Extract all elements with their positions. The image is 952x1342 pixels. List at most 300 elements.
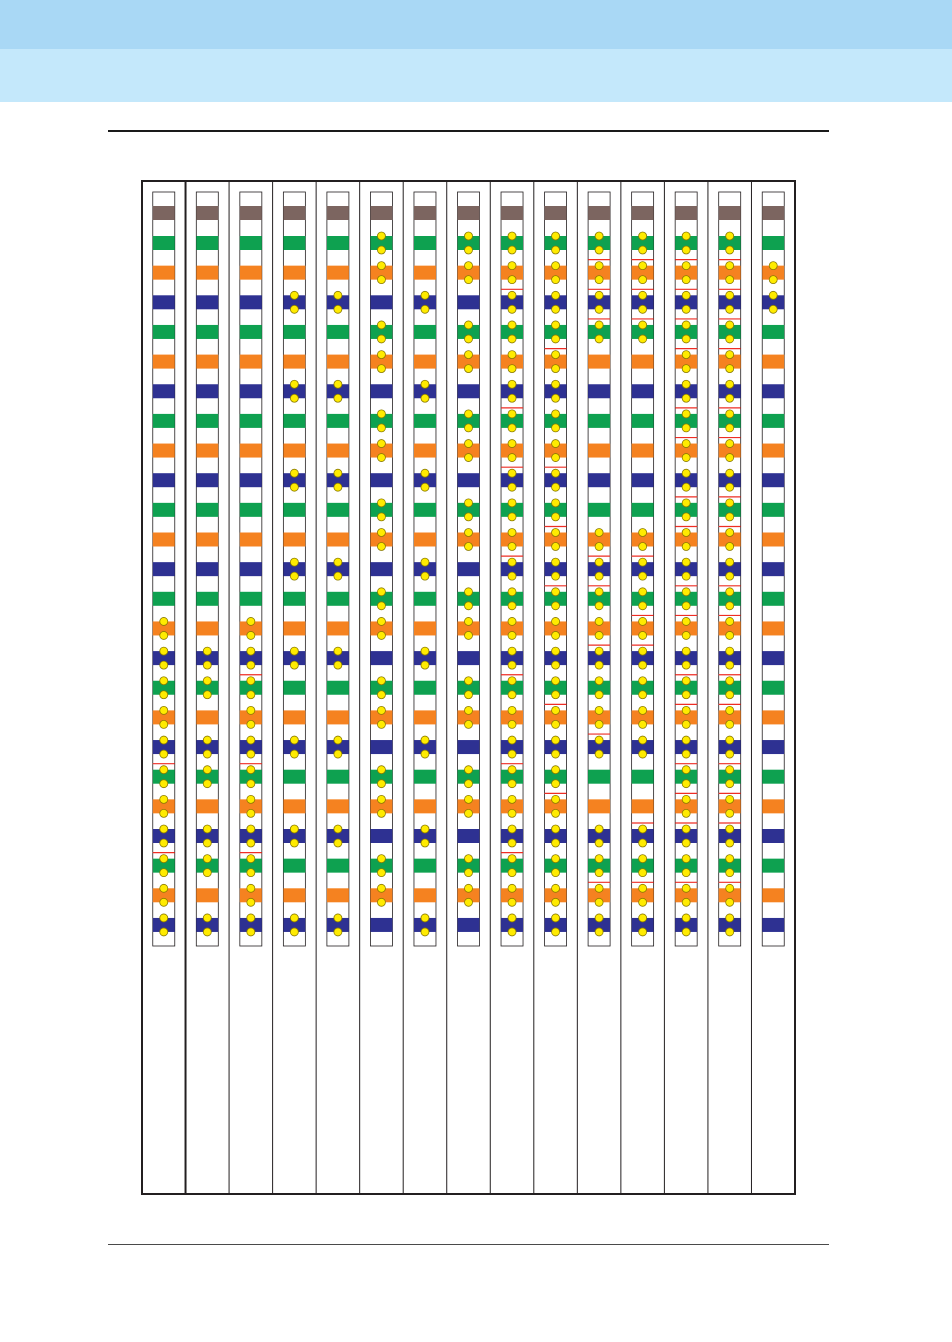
marker-dot: [595, 647, 603, 655]
marker-dot: [639, 884, 647, 892]
band-green: [762, 325, 784, 339]
marker-dot: [290, 750, 298, 758]
marker-dot: [508, 335, 516, 343]
marker-dot: [682, 380, 690, 388]
marker-dot: [465, 513, 473, 521]
band-blue: [370, 829, 392, 843]
marker-dot: [334, 469, 342, 477]
marker-dot: [682, 529, 690, 537]
marker-dot: [334, 928, 342, 936]
marker-dot: [377, 869, 385, 877]
marker-dot: [290, 558, 298, 566]
marker-dot: [160, 839, 168, 847]
marker-dot: [552, 780, 560, 788]
marker-dot: [552, 410, 560, 418]
marker-dot: [726, 394, 734, 402]
marker-dot: [552, 898, 560, 906]
marker-dot: [465, 454, 473, 462]
marker-dot: [290, 291, 298, 299]
marker-dot: [639, 677, 647, 685]
tube-cap: [370, 206, 392, 220]
band-orange: [327, 621, 349, 635]
band-orange: [632, 444, 654, 458]
marker-dot: [682, 617, 690, 625]
band-orange: [153, 266, 175, 280]
band-green: [588, 414, 610, 428]
band-orange: [196, 888, 218, 902]
band-orange: [327, 799, 349, 813]
marker-dot: [726, 365, 734, 373]
marker-dot: [726, 276, 734, 284]
marker-dot: [552, 839, 560, 847]
marker-dot: [595, 617, 603, 625]
marker-dot: [726, 780, 734, 788]
marker-dot: [682, 928, 690, 936]
marker-dot: [595, 631, 603, 639]
marker-dot: [639, 232, 647, 240]
marker-dot: [552, 661, 560, 669]
marker-dot: [726, 291, 734, 299]
marker-dot: [552, 720, 560, 728]
band-orange: [327, 355, 349, 369]
marker-dot: [377, 602, 385, 610]
marker-dot: [377, 262, 385, 270]
marker-dot: [552, 914, 560, 922]
marker-dot: [595, 291, 603, 299]
marker-dot: [203, 839, 211, 847]
marker-dot: [247, 750, 255, 758]
marker-dot: [552, 884, 560, 892]
marker-dot: [421, 661, 429, 669]
marker-dot: [377, 232, 385, 240]
marker-dot: [334, 380, 342, 388]
marker-dot: [682, 291, 690, 299]
marker-dot: [726, 410, 734, 418]
band-blue: [458, 918, 480, 932]
marker-dot: [465, 262, 473, 270]
tube-cap: [545, 206, 567, 220]
tube-cap: [458, 206, 480, 220]
marker-dot: [290, 914, 298, 922]
marker-dot: [639, 691, 647, 699]
band-blue: [762, 829, 784, 843]
marker-dot: [377, 631, 385, 639]
band-blue: [240, 562, 262, 576]
marker-dot: [552, 276, 560, 284]
marker-dot: [290, 394, 298, 402]
marker-dot: [377, 246, 385, 254]
band-orange: [240, 444, 262, 458]
marker-dot: [726, 454, 734, 462]
marker-dot: [639, 305, 647, 313]
marker-dot: [160, 766, 168, 774]
marker-dot: [421, 469, 429, 477]
marker-dot: [552, 647, 560, 655]
marker-dot: [552, 424, 560, 432]
marker-dot: [508, 380, 516, 388]
marker-dot: [203, 914, 211, 922]
column-4: [283, 192, 305, 946]
band-green: [283, 503, 305, 517]
band-green: [762, 681, 784, 695]
marker-dot: [160, 795, 168, 803]
band-green: [196, 236, 218, 250]
marker-dot: [639, 869, 647, 877]
marker-dot: [247, 720, 255, 728]
columns: [153, 192, 784, 946]
marker-dot: [552, 469, 560, 477]
marker-dot: [377, 677, 385, 685]
marker-dot: [682, 780, 690, 788]
band-blue: [370, 295, 392, 309]
marker-dot: [465, 617, 473, 625]
column-10: [545, 192, 567, 946]
marker-dot: [726, 884, 734, 892]
marker-dot: [508, 736, 516, 744]
marker-dot: [508, 809, 516, 817]
band-orange: [283, 355, 305, 369]
marker-dot: [508, 750, 516, 758]
marker-dot: [377, 617, 385, 625]
band-orange: [762, 444, 784, 458]
band-green: [153, 414, 175, 428]
band-blue: [153, 562, 175, 576]
column-12: [632, 192, 654, 946]
marker-dot: [595, 839, 603, 847]
marker-dot: [639, 750, 647, 758]
marker-dot: [639, 276, 647, 284]
band-orange: [762, 888, 784, 902]
marker-dot: [508, 898, 516, 906]
marker-dot: [334, 572, 342, 580]
marker-dot: [552, 809, 560, 817]
marker-dot: [552, 394, 560, 402]
marker-dot: [552, 351, 560, 359]
band-orange: [196, 710, 218, 724]
marker-dot: [726, 809, 734, 817]
marker-dot: [508, 631, 516, 639]
marker-dot: [682, 262, 690, 270]
band-green: [327, 325, 349, 339]
marker-dot: [552, 232, 560, 240]
marker-dot: [247, 795, 255, 803]
band-blue: [370, 473, 392, 487]
marker-dot: [726, 617, 734, 625]
marker-dot: [726, 440, 734, 448]
marker-dot: [160, 928, 168, 936]
band-green: [414, 770, 436, 784]
band-blue: [632, 473, 654, 487]
marker-dot: [682, 276, 690, 284]
band-green: [153, 236, 175, 250]
marker-dot: [726, 720, 734, 728]
marker-dot: [726, 380, 734, 388]
band-green: [283, 859, 305, 873]
marker-dot: [508, 691, 516, 699]
band-orange: [283, 621, 305, 635]
marker-dot: [160, 720, 168, 728]
band-orange: [588, 799, 610, 813]
marker-dot: [552, 262, 560, 270]
marker-dot: [465, 499, 473, 507]
marker-dot: [421, 750, 429, 758]
marker-dot: [552, 869, 560, 877]
marker-dot: [682, 884, 690, 892]
marker-dot: [595, 869, 603, 877]
marker-dot: [595, 750, 603, 758]
band-green: [414, 236, 436, 250]
marker-dot: [377, 720, 385, 728]
marker-dot: [552, 483, 560, 491]
band-orange: [327, 533, 349, 547]
marker-dot: [726, 246, 734, 254]
marker-dot: [552, 305, 560, 313]
band-orange: [196, 444, 218, 458]
band-green: [327, 770, 349, 784]
band-orange: [762, 799, 784, 813]
band-green: [762, 859, 784, 873]
marker-dot: [290, 647, 298, 655]
column-3: [240, 192, 262, 946]
band-orange: [762, 710, 784, 724]
marker-dot: [639, 529, 647, 537]
band-blue: [196, 295, 218, 309]
marker-dot: [552, 365, 560, 373]
marker-dot: [377, 276, 385, 284]
marker-dot: [552, 691, 560, 699]
marker-dot: [726, 631, 734, 639]
marker-dot: [552, 572, 560, 580]
marker-dot: [769, 276, 777, 284]
marker-dot: [290, 736, 298, 744]
band-orange: [762, 355, 784, 369]
marker-dot: [465, 898, 473, 906]
marker-dot: [465, 276, 473, 284]
marker-dot: [508, 780, 516, 788]
marker-dot: [203, 750, 211, 758]
marker-dot: [247, 855, 255, 863]
marker-dot: [290, 305, 298, 313]
marker-dot: [595, 825, 603, 833]
band-orange: [632, 355, 654, 369]
band-green: [327, 414, 349, 428]
marker-dot: [377, 898, 385, 906]
marker-dot: [203, 677, 211, 685]
marker-dot: [290, 839, 298, 847]
marker-dot: [682, 513, 690, 521]
marker-dot: [552, 631, 560, 639]
band-blue: [370, 918, 392, 932]
marker-dot: [508, 262, 516, 270]
band-orange: [588, 355, 610, 369]
marker-dot: [290, 483, 298, 491]
marker-dot: [682, 677, 690, 685]
marker-dot: [639, 558, 647, 566]
band-orange: [414, 710, 436, 724]
marker-dot: [377, 766, 385, 774]
band-green: [153, 503, 175, 517]
band-blue: [370, 562, 392, 576]
band-green: [327, 681, 349, 695]
marker-dot: [552, 825, 560, 833]
band-orange: [588, 444, 610, 458]
marker-dot: [247, 677, 255, 685]
band-green: [762, 770, 784, 784]
marker-dot: [247, 631, 255, 639]
marker-dot: [247, 839, 255, 847]
marker-dot: [334, 305, 342, 313]
marker-dot: [552, 454, 560, 462]
marker-dot: [508, 513, 516, 521]
band-green: [632, 414, 654, 428]
marker-dot: [508, 706, 516, 714]
marker-dot: [377, 365, 385, 373]
marker-dot: [726, 914, 734, 922]
marker-dot: [465, 855, 473, 863]
marker-dot: [377, 855, 385, 863]
marker-dot: [639, 543, 647, 551]
marker-dot: [465, 766, 473, 774]
band-blue: [153, 295, 175, 309]
marker-dot: [726, 928, 734, 936]
marker-dot: [769, 305, 777, 313]
band-orange: [414, 266, 436, 280]
marker-dot: [639, 855, 647, 863]
marker-dot: [726, 602, 734, 610]
marker-dot: [160, 750, 168, 758]
tube-cap: [153, 206, 175, 220]
marker-dot: [639, 928, 647, 936]
column-8: [458, 192, 480, 946]
marker-dot: [247, 691, 255, 699]
marker-dot: [508, 276, 516, 284]
marker-dot: [377, 335, 385, 343]
marker-dot: [508, 321, 516, 329]
band-green: [240, 325, 262, 339]
marker-dot: [682, 898, 690, 906]
marker-dot: [595, 335, 603, 343]
marker-dot: [508, 454, 516, 462]
band-green: [414, 503, 436, 517]
marker-dot: [595, 898, 603, 906]
band-green: [632, 503, 654, 517]
marker-dot: [203, 869, 211, 877]
marker-dot: [465, 884, 473, 892]
band-orange: [283, 799, 305, 813]
band-green: [414, 414, 436, 428]
marker-dot: [465, 677, 473, 685]
band-blue: [762, 473, 784, 487]
marker-dot: [639, 617, 647, 625]
marker-dot: [552, 750, 560, 758]
marker-dot: [552, 855, 560, 863]
marker-dot: [160, 706, 168, 714]
marker-dot: [377, 513, 385, 521]
band-orange: [414, 888, 436, 902]
marker-dot: [247, 884, 255, 892]
marker-dot: [726, 558, 734, 566]
marker-dot: [377, 543, 385, 551]
band-orange: [414, 799, 436, 813]
marker-dot: [465, 529, 473, 537]
band-green: [327, 859, 349, 873]
marker-dot: [595, 529, 603, 537]
band-blue: [240, 295, 262, 309]
band-green: [588, 770, 610, 784]
marker-dot: [160, 631, 168, 639]
marker-dot: [726, 335, 734, 343]
marker-dot: [465, 365, 473, 373]
band-orange: [327, 710, 349, 724]
band-blue: [762, 384, 784, 398]
band-orange: [283, 888, 305, 902]
marker-dot: [639, 572, 647, 580]
marker-dot: [639, 602, 647, 610]
band-blue: [153, 473, 175, 487]
marker-dot: [682, 454, 690, 462]
marker-dot: [595, 691, 603, 699]
marker-dot: [726, 424, 734, 432]
marker-dot: [682, 246, 690, 254]
band-blue: [370, 384, 392, 398]
marker-dot: [682, 394, 690, 402]
column-9: [501, 192, 523, 946]
marker-dot: [682, 572, 690, 580]
marker-dot: [639, 321, 647, 329]
marker-dot: [421, 914, 429, 922]
marker-dot: [508, 529, 516, 537]
marker-dot: [508, 410, 516, 418]
marker-dot: [639, 647, 647, 655]
marker-dot: [682, 410, 690, 418]
marker-dot: [465, 588, 473, 596]
marker-dot: [682, 706, 690, 714]
band-blue: [240, 384, 262, 398]
marker-dot: [726, 513, 734, 521]
marker-dot: [203, 647, 211, 655]
marker-dot: [726, 483, 734, 491]
marker-dot: [421, 291, 429, 299]
band-blue: [458, 384, 480, 398]
marker-dot: [682, 305, 690, 313]
marker-dot: [508, 572, 516, 580]
marker-dot: [682, 499, 690, 507]
band-blue: [458, 295, 480, 309]
marker-dot: [160, 884, 168, 892]
marker-dot: [682, 588, 690, 596]
marker-dot: [595, 246, 603, 254]
band-blue: [762, 562, 784, 576]
marker-dot: [595, 321, 603, 329]
band-orange: [414, 444, 436, 458]
band-orange: [196, 355, 218, 369]
column-6: [370, 192, 392, 946]
marker-dot: [377, 884, 385, 892]
band-green: [414, 592, 436, 606]
marker-dot: [726, 305, 734, 313]
marker-dot: [508, 543, 516, 551]
marker-dot: [203, 928, 211, 936]
marker-dot: [421, 305, 429, 313]
band-green: [153, 325, 175, 339]
marker-dot: [290, 380, 298, 388]
marker-dot: [682, 232, 690, 240]
marker-dot: [377, 351, 385, 359]
marker-dot: [334, 825, 342, 833]
marker-dot: [726, 232, 734, 240]
marker-dot: [508, 365, 516, 373]
band-orange: [283, 533, 305, 547]
